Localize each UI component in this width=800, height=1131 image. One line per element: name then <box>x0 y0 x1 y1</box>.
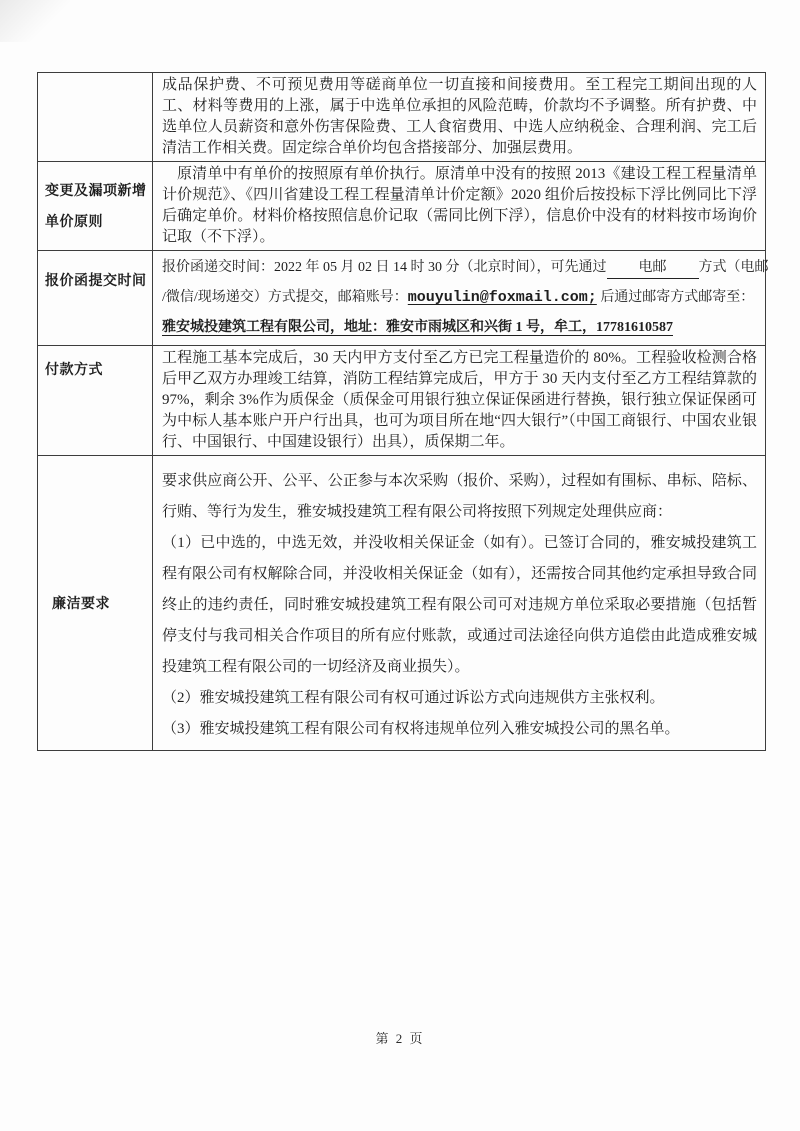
quote-line1-text: 报价函递交时间：2022 年 05 月 02 日 14 时 30 分（北京时间），可先通过 <box>162 260 607 275</box>
row-label-quote-submission: 报价函提交时间 <box>38 251 153 346</box>
table-row-change-pricing-principle <box>38 162 766 251</box>
fees-paragraph: 成品保护费、不可预见费用等磋商单位一切直接和间接费用。至工程完工期间出现的人工、材料等费用的上涨，属于中选单位承担的风险范畴，价款均不予调整。所有护费、中选单位人员薪资和意外伤害保险费、工人食宿费用、中选人应纳税金、合理利润、完工后清洁工作相关费。固定综合单价均包含搭接部分、加强层费用。 <box>162 77 757 156</box>
quote-line-3 <box>162 313 757 343</box>
page-number-footer: 第 2 页 <box>375 1031 425 1046</box>
email-address: mouyulin@foxmail.com; <box>407 289 597 306</box>
table-row-quote-submission-time <box>38 251 766 346</box>
table-row-integrity-requirements <box>38 456 766 751</box>
quote-line2-suffix: 后通过邮寄方式邮寄至： <box>596 290 755 305</box>
procurement-spec-table <box>37 72 769 751</box>
quote-submission-content-cell <box>153 251 769 346</box>
quote-line-1 <box>162 253 769 283</box>
integrity-paragraph-3: （3）雅安城投建筑工程有限公司有权将违规单位列入雅安城投公司的黑名单。 <box>162 721 680 737</box>
quote-line-2 <box>162 283 757 313</box>
row-label-payment-method: 付款方式 <box>38 346 153 456</box>
integrity-content-cell <box>153 456 766 751</box>
table-row-fees-continuation <box>38 73 766 162</box>
quote-line1-suffix: 方式（电邮 <box>698 260 769 275</box>
change-pricing-paragraph: 原清单中有单价的按照原有单价执行。原清单中没有的按照 2013《建设工程工程量清单计价规范》、《四川省建设工程工程量清单计价定额》2020 组价后按投标下浮比例同比下浮后确定单价。材料价格按照信息价记取（需同比例下浮），信息价中没有的材料按市场询价记取（不下浮）。 <box>162 166 757 245</box>
row-label-empty <box>38 73 153 162</box>
fees-content-cell <box>153 73 766 162</box>
integrity-paragraph-intro: 要求供应商公开、公平、公正参与本次采购（报价、采购），过程如有围标、串标、陪标、行贿、等行为发生，雅安城投建筑工程有限公司将按照下列规定处理供应商： <box>162 473 757 520</box>
integrity-paragraph-1: （1）已中选的，中选无效，并没收相关保证金（如有）。已签订合同的，雅安城投建筑工程有限公司有权解除合同，并没收相关保证金（如有），还需按合同其他约定承担导致合同终止的违约责任，同时雅安城投建筑工程有限公司可对违规方单位采取必要措施（包括暂停支付与我司相关合作项目的所有应付账款，或通过司法途径向供方追偿由此造成雅安城投建筑工程有限公司的一切经济及商业损失）。 <box>162 535 757 675</box>
mailing-address-line: 雅安城投建筑工程有限公司，地址：雅安市雨城区和兴街 1 号，牟工，17781610587 <box>162 320 673 335</box>
change-pricing-content-cell <box>153 162 766 251</box>
quote-line2-text: /微信/现场递交）方式提交，邮箱账号： <box>162 290 408 305</box>
payment-method-content-cell <box>153 346 766 456</box>
row-label-change-pricing: 变更及漏项新增单价原则 <box>38 162 153 251</box>
integrity-paragraph-2: （2）雅安城投建筑工程有限公司有权可通过诉讼方式向违规供方主张权利。 <box>162 690 665 706</box>
underline-blank-field: 电邮 <box>607 258 699 279</box>
payment-method-paragraph: 工程施工基本完成后，30 天内甲方支付至乙方已完工程量造价的 80%。工程验收检测合格后甲乙双方办理竣工结算，消防工程结算完成后，甲方于 30 天内支付至乙方工程结算款的 97%，剩余 3%作为质保金（质保金可用银行独立保证保函进行替换，银行独立保证保函可为中标人基本账户开户行出具，也可为项目所在地“四大银行”（中国工商银行、中国农业银行、中国银行、中国建设银行）出具），质保期二年。 <box>162 350 757 450</box>
table-row-payment-method <box>38 346 766 456</box>
row-label-integrity: 廉洁要求 <box>38 456 153 751</box>
